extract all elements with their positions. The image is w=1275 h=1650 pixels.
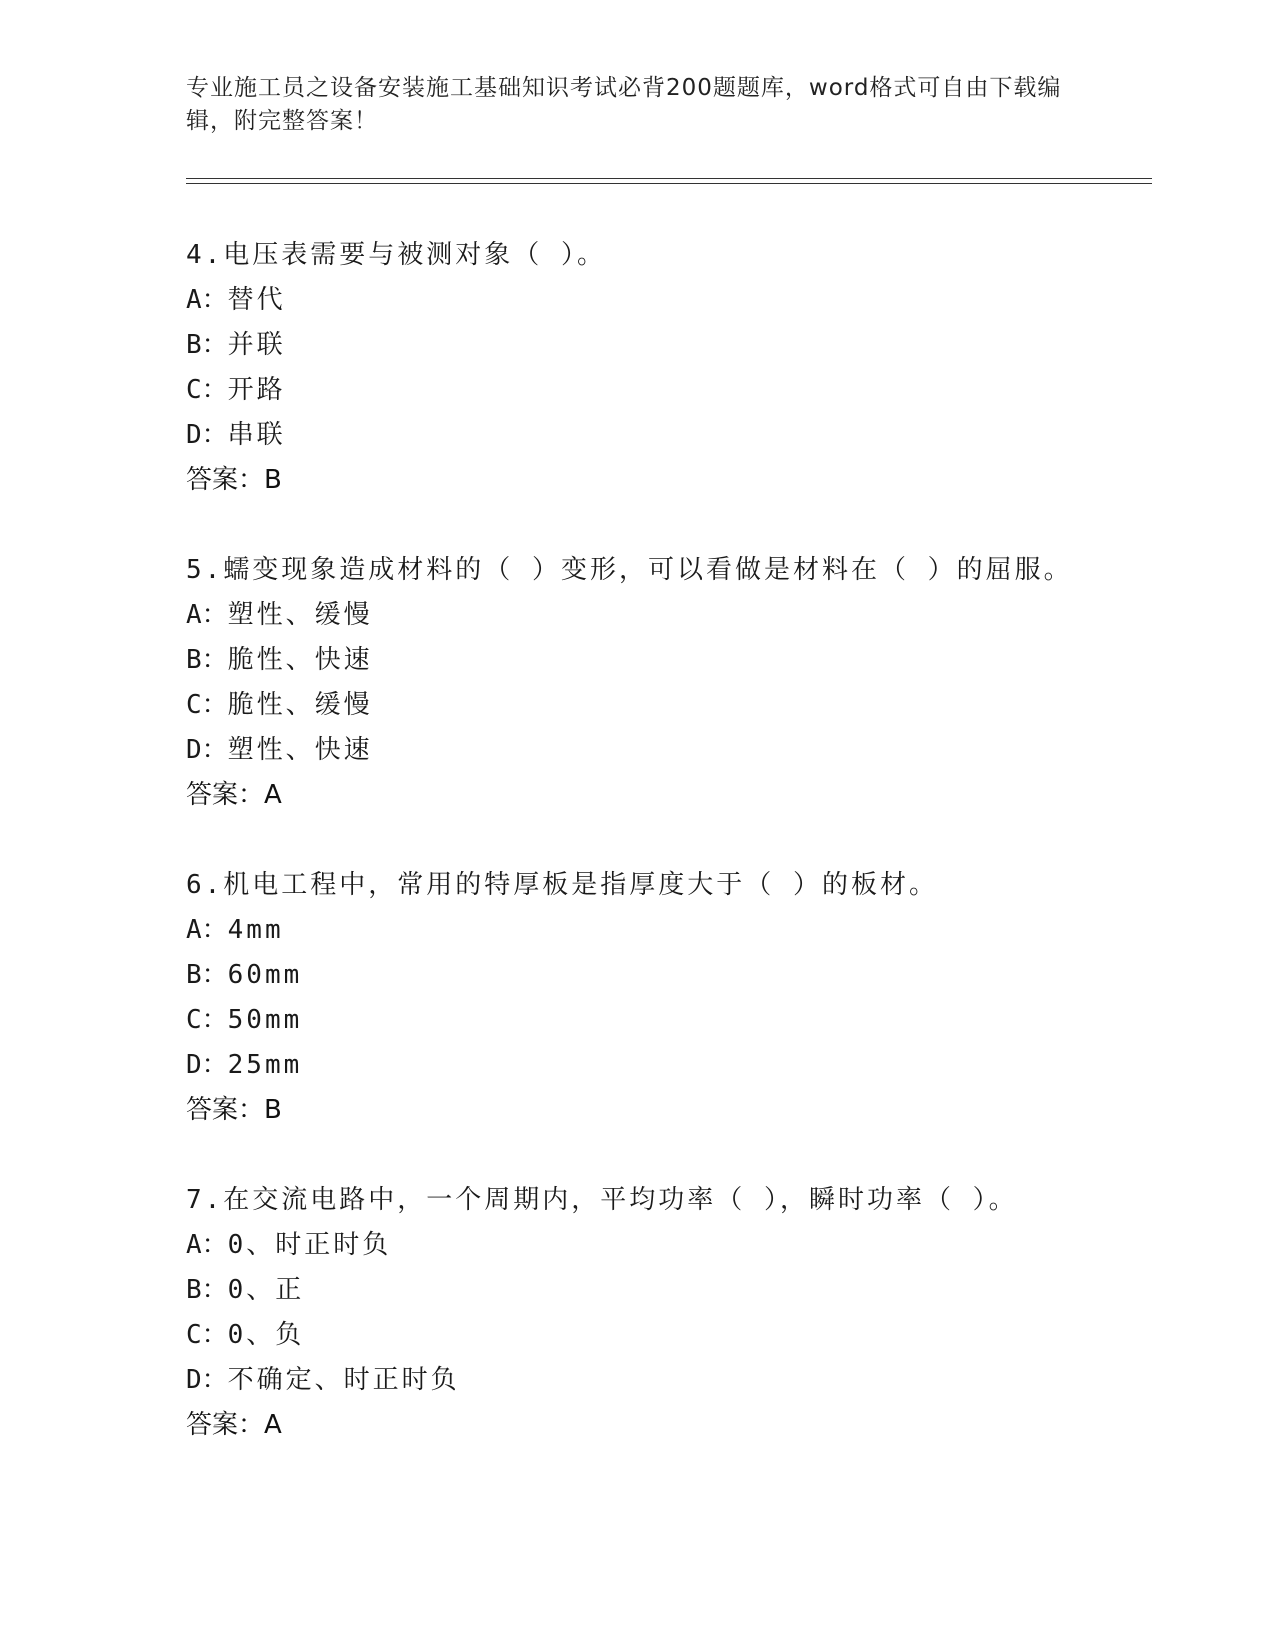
option-a [186,593,1146,638]
option-text: 串联 [227,420,286,450]
answer-line: 答案：B [186,1095,282,1125]
option-c [186,998,1146,1043]
option-text: 25mm [227,1050,303,1080]
option-letter: D： [186,1050,228,1080]
option-letter: A： [186,285,228,315]
option-letter: C： [186,1005,228,1035]
option-b [186,323,1146,368]
question-stem: 5.蠕变现象造成材料的（ ）变形，可以看做是材料在（ ）的屈服。 [186,555,1073,585]
option-letter: A： [186,915,228,945]
option-text: 塑性、快速 [227,735,373,765]
header-divider-top [186,178,1152,179]
option-text: 并联 [227,330,286,360]
option-text: 替代 [227,285,286,315]
option-letter: D： [186,735,228,765]
option-text: 50mm [227,1005,303,1035]
option-letter: A： [186,1230,228,1260]
answer-line: 答案：A [186,1410,282,1440]
question-stem: 6.机电工程中，常用的特厚板是指厚度大于（ ）的板材。 [186,870,938,900]
option-letter: B： [186,1275,228,1305]
option-text: 0、时正时负 [227,1230,392,1260]
option-text: 4mm [227,915,284,945]
option-c [186,1313,1146,1358]
question-item [186,1177,1146,1448]
option-c [186,368,1146,413]
header-divider-bottom [186,183,1152,184]
option-letter: C： [186,690,228,720]
option-text: 脆性、缓慢 [227,690,373,720]
option-letter: A： [186,600,228,630]
answer-line: 答案：B [186,465,282,495]
option-letter: B： [186,960,228,990]
option-c [186,683,1146,728]
question-item [186,547,1146,818]
question-item [186,862,1146,1133]
option-b [186,953,1146,998]
option-d [186,413,1146,458]
option-text: 60mm [227,960,303,990]
option-a [186,1223,1146,1268]
question-stem: 4.电压表需要与被测对象（ ）。 [186,240,606,270]
option-text: 0、负 [227,1320,305,1350]
question-list [186,232,1146,1492]
option-b [186,638,1146,683]
option-letter: C： [186,375,228,405]
option-letter: B： [186,645,228,675]
option-text: 脆性、快速 [227,645,373,675]
option-letter: D： [186,420,228,450]
option-text: 不确定、时正时负 [227,1365,460,1395]
option-b [186,1268,1146,1313]
question-stem: 7.在交流电路中，一个周期内，平均功率（ ），瞬时功率（ ）。 [186,1185,1018,1215]
document-title: 专业施工员之设备安装施工基础知识考试必背200题题库，word格式可自由下载编辑，附完整答案！ [186,75,1062,134]
option-text: 塑性、缓慢 [227,600,373,630]
option-text: 0、正 [227,1275,305,1305]
answer-line: 答案：A [186,780,282,810]
option-letter: B： [186,330,228,360]
option-d [186,1043,1146,1088]
option-a [186,278,1146,323]
option-a [186,908,1146,953]
option-text: 开路 [227,375,286,405]
question-item [186,232,1146,503]
option-d [186,1358,1146,1403]
option-letter: C： [186,1320,228,1350]
option-letter: D： [186,1365,228,1395]
option-d [186,728,1146,773]
